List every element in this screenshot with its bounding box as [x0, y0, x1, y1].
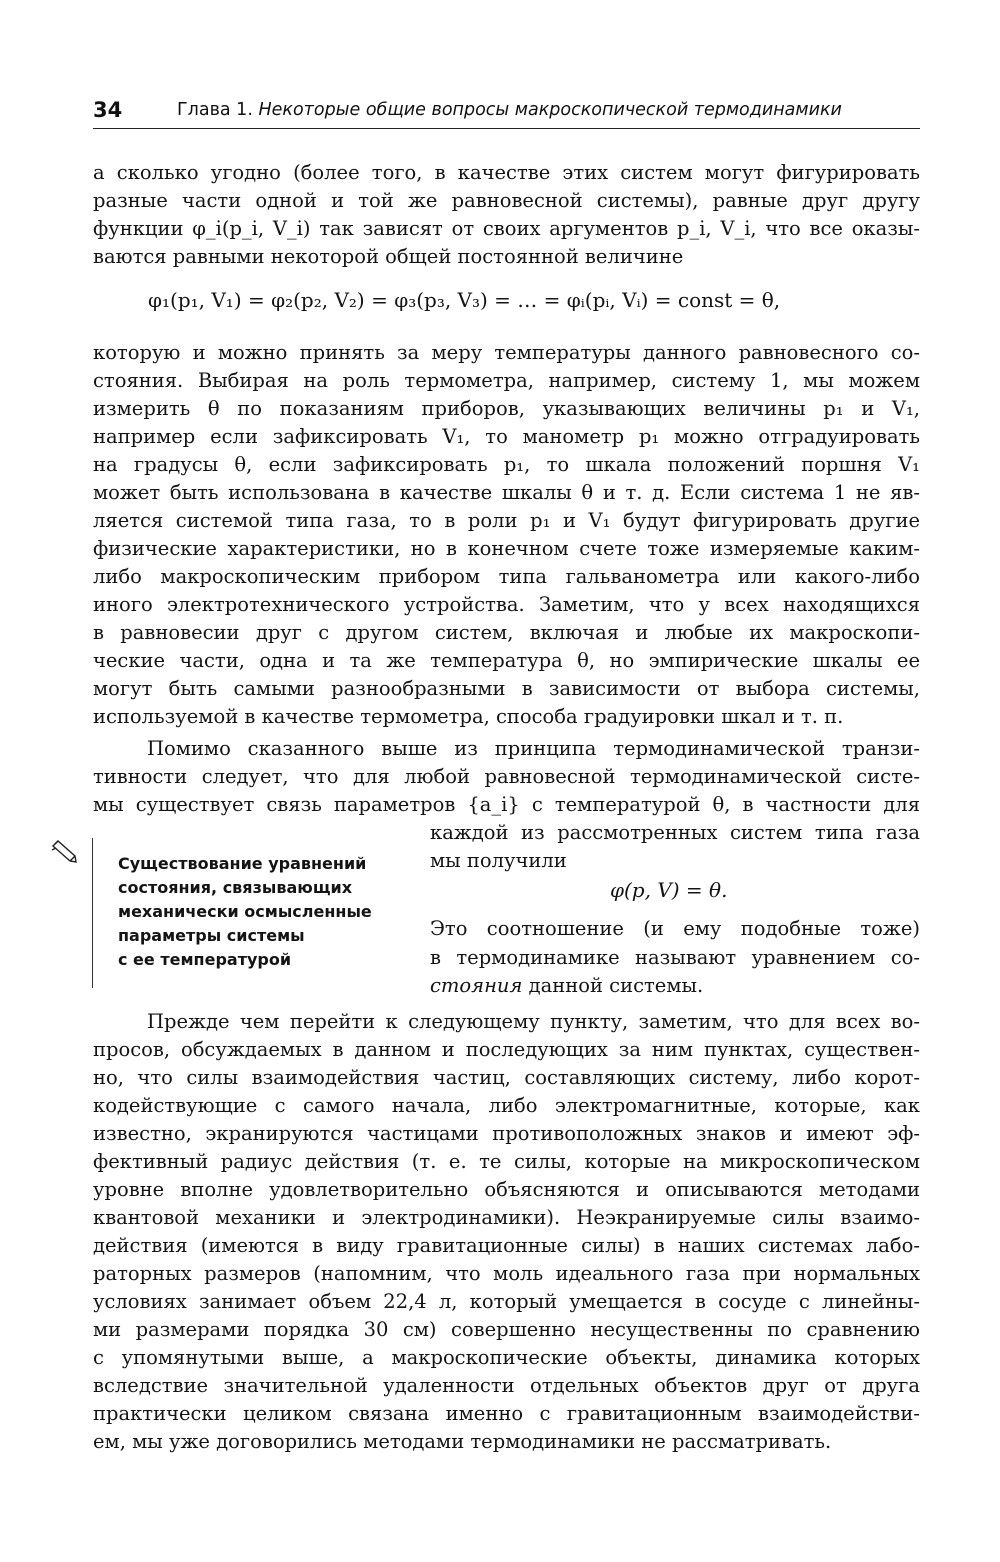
text-line: в термодинамике называют уравнением со- — [430, 946, 920, 969]
text-line: Помимо сказанного выше из принципа термодинамической транзи- — [147, 737, 920, 760]
side-note-line: параметры системы — [118, 926, 305, 945]
text-line: с упомянутыми выше, а макроскопические объекты, динамика которых — [93, 1346, 920, 1369]
text-line: каждой из рассмотренных систем типа газа — [430, 821, 920, 844]
chapter-label: Глава 1. — [177, 100, 253, 120]
page-number: 34 — [93, 98, 123, 122]
text-line: функции φ_i(p_i, V_i) так зависят от своих аргументов p_i, V_i, что все оказы- — [93, 217, 920, 240]
text-line: фективный радиус действия (т. е. те силы, которые на микроскопическом — [93, 1150, 920, 1173]
text-line: стояния. Выбирая на роль термометра, например, систему 1, мы можем — [93, 369, 920, 392]
chapter-title: Некоторые общие вопросы макроскопической термодинамики — [258, 100, 842, 120]
text-line: может быть использована в качестве шкалы θ и т. д. Если система 1 не яв- — [93, 481, 920, 504]
text-line: ляется системой типа газа, то в роли p₁ и V₁ будут фигурировать другие — [93, 509, 920, 532]
text-line: Это соотношение (и ему подобные тоже) — [430, 917, 920, 940]
text-line: измерить θ по показаниям приборов, указывающих величины p₁ и V₁, — [93, 397, 920, 420]
text-line: а сколько угодно (более того, в качестве этих систем могут фигурировать — [93, 161, 920, 184]
text-line: просов, обсуждаемых в данном и последующих за ним пунктах, существен- — [93, 1038, 920, 1061]
running-header — [93, 98, 920, 129]
text-fragment: данной системы. — [528, 974, 704, 997]
pencil-note-icon — [50, 840, 80, 866]
text-line: известно, экранируются частицами противоположных знаков и имеют эф- — [93, 1122, 920, 1145]
text-line: вследствие значительной удаленности отдельных объектов друг от друга — [93, 1374, 920, 1397]
text-line: физические характеристики, но в конечном счете тоже измеряемые каким- — [93, 537, 920, 560]
text-line: условиях занимает объем 22,4 л, который умещается в сосуде с линейны- — [93, 1290, 920, 1313]
equation-temperature: φ₁(p₁, V₁) = φ₂(p₂, V₂) = φ₃(p₃, V₃) = … = φᵢ(pᵢ, Vᵢ) = const = θ, — [148, 288, 781, 312]
text-line: либо макроскопическим прибором типа гальванометра или какого-либо — [93, 565, 920, 588]
side-note-line: Существование уравнений — [118, 854, 367, 873]
side-note-line: с ее температурой — [118, 950, 292, 969]
text-line: мы получили — [430, 849, 567, 872]
text-line: ваются равными некоторой общей постоянной величине — [93, 245, 684, 268]
text-line: кодействующие с самого начала, либо электромагнитные, которые, как — [93, 1094, 920, 1117]
text-line: могут быть самыми разнообразными в зависимости от выбора системы, — [93, 677, 920, 700]
text-line: например если зафиксировать V₁, то манометр p₁ можно отградуировать — [93, 425, 920, 448]
text-line: иного электротехнического устройства. Заметим, что у всех находящихся — [93, 593, 920, 616]
text-line: уровне вполне удовлетворительно объясняются и описываются методами — [93, 1178, 920, 1201]
term-italic: стояния — [430, 974, 523, 997]
text-line: тивности следует, что для любой равновесной термодинамической систе- — [93, 765, 920, 788]
text-line: в равновесии друг с другом систем, включая и любые их макроскопи- — [93, 621, 920, 644]
text-line: разные части одной и той же равновесной системы), равные друг другу — [93, 189, 920, 212]
side-note-line: механически осмысленные — [118, 902, 372, 921]
text-line: используемой в качестве термометра, способа градуировки шкал и т. п. — [93, 705, 844, 728]
side-note-line: состояния, связывающих — [118, 878, 353, 897]
text-line: которую и можно принять за меру температуры данного равновесного со- — [93, 341, 920, 364]
text-line: раторных размеров (напомним, что моль идеального газа при нормальных — [93, 1262, 920, 1285]
text-line: ческие части, одна и та же температура θ, но эмпирические шкалы ее — [93, 649, 920, 672]
text-line: действия (имеются в виду гравитационные силы) в наших системах лабо- — [93, 1234, 920, 1257]
text-line — [430, 974, 920, 998]
side-note — [118, 852, 408, 972]
header-title — [177, 100, 842, 120]
text-line: Прежде чем перейти к следующему пункту, заметим, что для всех во- — [147, 1010, 920, 1033]
text-line: на градусы θ, если зафиксировать p₁, то шкала положений поршня V₁ — [93, 453, 920, 476]
side-note-rule — [92, 838, 93, 988]
text-line: квантовой механики и электродинамики). Неэкранируемые силы взаимо- — [93, 1206, 920, 1229]
text-line: практически целиком связана именно с гравитационным взаимодействи- — [93, 1402, 920, 1425]
equation-of-state: φ(p, V) = θ. — [610, 878, 728, 902]
text-line: но, что силы взаимодействия частиц, составляющих систему, либо корот- — [93, 1066, 920, 1089]
text-line: мы существует связь параметров {a_i} с температурой θ, в частности для — [93, 793, 920, 816]
text-line: ем, мы уже договорились методами термодинамики не рассматривать. — [93, 1430, 832, 1453]
text-line: ми размерами порядка 30 см) совершенно несущественны по сравнению — [93, 1318, 920, 1341]
